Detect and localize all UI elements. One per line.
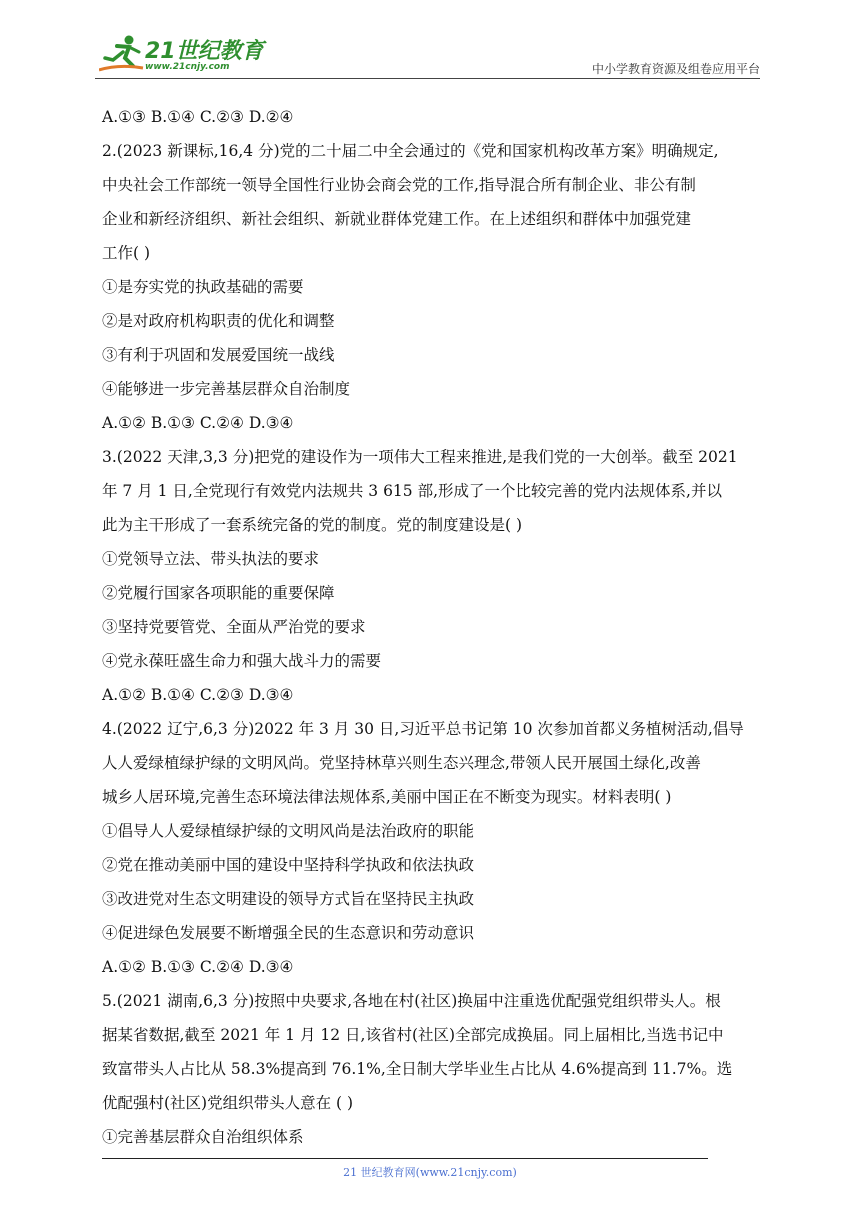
header-platform-text: 中小学教育资源及组卷应用平台: [591, 62, 760, 76]
statement: ①倡导人人爱绿植绿护绿的文明风尚是法治政府的职能: [102, 822, 475, 840]
footer-divider: [102, 1158, 708, 1159]
question-2: [102, 134, 762, 440]
question-3: [102, 440, 762, 712]
statement: ①党领导立法、带头执法的要求: [102, 550, 320, 568]
statement: ③有利于巩固和发展爱国统一战线: [102, 346, 335, 364]
runner-logo-icon: [99, 34, 145, 74]
question-line: 据某省数据,截至 2021 年 1 月 12 日,该省村(社区)全部完成换届。同上届相比,当选书记中: [102, 1026, 724, 1044]
statement: ①完善基层群众自治组织体系: [102, 1128, 304, 1146]
header-divider: [95, 78, 760, 79]
footer-link[interactable]: 21 世纪教育网(www.21cnjy.com): [343, 1166, 517, 1179]
answer-options: A.①② B.①③ C.②④ D.③④: [102, 414, 294, 432]
question-line: 5.(2021 湖南,6,3 分)按照中央要求,各地在村(社区)换届中注重选优配强党组织带头人。根: [102, 992, 721, 1010]
question-line: 致富带头人占比从 58.3%提高到 76.1%,全日制大学毕业生占比从 4.6%提高到 11.7%。选: [102, 1060, 733, 1078]
question-line: 2.(2023 新课标,16,4 分)党的二十届二中全会通过的《党和国家机构改革方案》明确规定,: [102, 142, 719, 160]
question-line: 工作( ): [102, 244, 151, 262]
question-line: 人人爱绿植绿护绿的文明风尚。党坚持林草兴则生态兴理念,带领人民开展国土绿化,改善: [102, 754, 701, 772]
page-header: [95, 28, 760, 80]
statement: ①是夯实党的执政基础的需要: [102, 278, 304, 296]
answer-options: A.①② B.①③ C.②④ D.③④: [102, 958, 294, 976]
question-line: 城乡人居环境,完善生态环境法律法规体系,美丽中国正在不断变为现实。材料表明( ): [102, 788, 672, 806]
question-line: 优配强村(社区)党组织带头人意在 ( ): [102, 1094, 354, 1112]
question-line: 中央社会工作部统一领导全国性行业协会商会党的工作,指导混合所有制企业、非公有制: [102, 176, 696, 194]
question-line: 此为主干形成了一套系统完备的党的制度。党的制度建设是( ): [102, 516, 523, 534]
question-line: 企业和新经济组织、新社会组织、新就业群体党建工作。在上述组织和群体中加强党建: [102, 210, 692, 228]
question-content: [102, 100, 762, 1154]
statement: ③改进党对生态文明建设的领导方式旨在坚持民主执政: [102, 890, 475, 908]
logo-text: 21世纪教育: [145, 39, 264, 64]
statement: ④党永葆旺盛生命力和强大战斗力的需要: [102, 652, 382, 670]
question-line: 3.(2022 天津,3,3 分)把党的建设作为一项伟大工程来推进,是我们党的一大创举。截至 2021: [102, 448, 738, 466]
statement: ④促进绿色发展要不断增强全民的生态意识和劳动意识: [102, 924, 475, 942]
logo: [95, 34, 265, 78]
question-line: 4.(2022 辽宁,6,3 分)2022 年 3 月 30 日,习近平总书记第 10 次参加首都义务植树活动,倡导: [102, 720, 744, 738]
question-4: [102, 712, 762, 984]
statement: ④能够进一步完善基层群众自治制度: [102, 380, 351, 398]
question-5: [102, 984, 762, 1154]
logo-url: www.21cnjy.com: [145, 62, 230, 72]
question-line: 年 7 月 1 日,全党现行有效党内法规共 3 615 部,形成了一个比较完善的党内法规体系,并以: [102, 482, 722, 500]
previous-answer-options: A.①③ B.①④ C.②③ D.②④: [102, 108, 294, 126]
statement: ③坚持党要管党、全面从严治党的要求: [102, 618, 366, 636]
answer-options: A.①② B.①④ C.②③ D.③④: [102, 686, 294, 704]
statement: ②是对政府机构职责的优化和调整: [102, 312, 335, 330]
statement: ②党履行国家各项职能的重要保障: [102, 584, 335, 602]
statement: ②党在推动美丽中国的建设中坚持科学执政和依法执政: [102, 856, 475, 874]
